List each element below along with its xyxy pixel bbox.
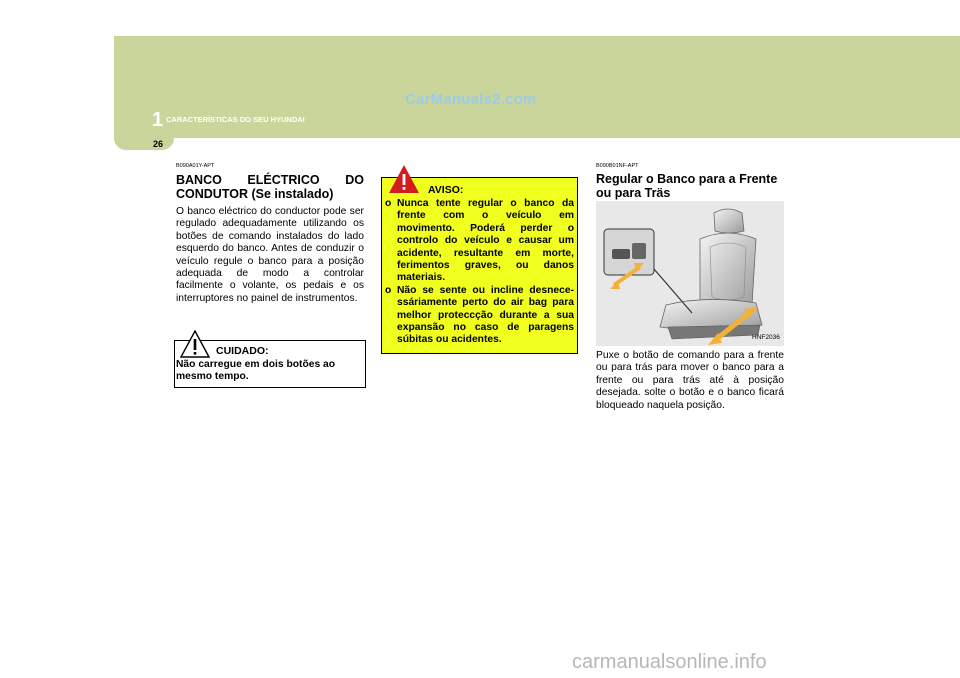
caution-warning-icon [180,330,210,358]
bullet-marker: o [385,284,392,296]
warning-list [385,198,574,347]
warning-item-text: Não se sente ou incline desnece-ssáriamente perto do air bag para melhor proteccção durante a sua expansão no caso de paragens súbitas ou acidentes. [397,284,574,346]
caution-text: Não carregue em dois botões ao mesmo tempo. [176,359,336,383]
seat-figure [596,201,784,346]
caution-title: CUIDADO: [216,345,269,357]
section-code: B090B01NF-APT [596,163,639,169]
warning-item [385,198,574,285]
chapter-number: 1 [152,109,164,131]
footer-watermark[interactable]: carmanualsonline.info [572,651,767,673]
page-tab [114,138,174,150]
warning-title: AVISO: [428,184,464,196]
seat-illustration [596,201,784,346]
bullet-marker: o [385,198,392,209]
section-heading: Regular o Banco para a Frente ou para Träs [596,172,778,200]
section-body: O banco eléctrico do conductor pode ser regulado adequadamente utilizando os botões de comando instalados do lado esquerdo do banco. Antes de conduzir o veículo regule o banco para a posição adequada de modo a controlar facilmente o volante, os pedais e os interruptores no painel de instrumentos. [176,206,364,304]
chapter-title: CARACTERÍSTICAS DO SEU HYUNDAI [166,115,305,124]
warning-item-text: Nunca tente regular o banco da frente com o veículo em movimento. Poderá perder o controlo do veículo e causar um acidente, resultante em morte, ferimentos graves, ou danos materiais. [397,198,574,284]
warning-icon [388,164,420,194]
section-body: Puxe o botão de comando para a frente ou para trás para mover o banco para a frente ou para trás até à posição desejada. solte o botão e o banco ficará bloqueado naquela posição. [596,350,784,411]
page-number: 26 [153,139,164,149]
figure-label: HNF2036 [752,334,780,341]
section-code: B090A01Y-APT [176,163,215,169]
section-heading: BANCO ELÉCTRICO DO CONDUTOR (Se instalado) [176,173,364,201]
warning-item [385,285,574,347]
site-watermark[interactable]: CarManuals2.com [405,91,537,108]
